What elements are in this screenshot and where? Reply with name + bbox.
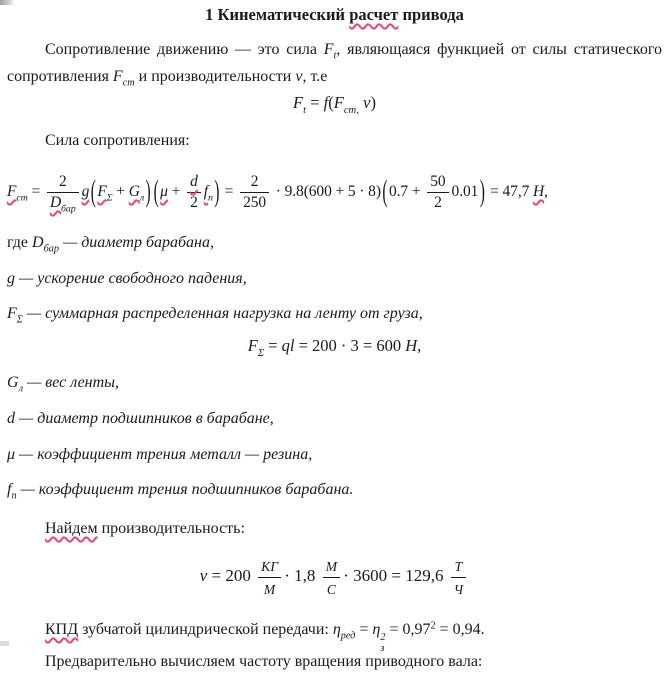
- text-run: ст: [16, 192, 28, 204]
- definition-total-load: [7, 304, 662, 324]
- text-run: Ч: [453, 581, 464, 597]
- fraction-denominator: [427, 193, 448, 212]
- fraction-denominator: [258, 578, 281, 599]
- text-run: Σ: [257, 347, 265, 359]
- formula-productivity: [7, 550, 662, 602]
- text-run: F: [112, 68, 123, 85]
- text-run: G: [128, 183, 140, 200]
- text-run: , являющаяся функцией от силы статического сопротивления: [7, 41, 662, 85]
- text-run: — вес ленты,: [23, 374, 119, 391]
- fraction-numerator: [47, 173, 79, 193]
- fraction-numerator: [187, 173, 201, 193]
- text-run: ): [145, 175, 151, 210]
- text-run: 1 Кинематический: [205, 5, 350, 24]
- definition-belt-weight: [7, 373, 662, 393]
- text-run: D: [49, 193, 62, 211]
- text-run: Сопротивление движению — это сила: [45, 41, 324, 58]
- text-run: F: [7, 305, 17, 322]
- text-run: +: [167, 183, 185, 200]
- text-run: η: [372, 621, 381, 638]
- text-run: 2: [434, 193, 442, 211]
- text-run: — суммарная распределенная нагрузка на ленту от груза,: [22, 305, 423, 322]
- definition-friction-bearings: [7, 480, 662, 500]
- text-run: Предварительно вычисляем частоту вращения приводного вала:: [45, 653, 483, 670]
- text-run: · 1,8: [284, 566, 320, 585]
- line-preliminary-speed: [7, 652, 662, 672]
- text-run: = 0,94.: [435, 621, 485, 638]
- definition-gravity: [7, 269, 662, 289]
- text-run: g: [7, 270, 15, 287]
- fraction-numerator: [240, 173, 269, 193]
- text-run: М: [325, 559, 338, 575]
- text-run: Σ: [106, 192, 113, 204]
- text-run: f: [7, 481, 12, 498]
- text-run: зубчатой цилиндрической передачи:: [78, 621, 333, 638]
- text-run: Сила сопротивления:: [45, 132, 190, 149]
- text-run: D: [32, 234, 44, 251]
- fraction-denominator: [240, 193, 269, 212]
- text-run: расчет: [349, 5, 399, 24]
- fraction: [240, 173, 269, 212]
- text-run: · 3600 = 129,6: [343, 566, 448, 585]
- fraction: [187, 173, 201, 212]
- text-run: п: [11, 490, 17, 502]
- text-run: — диаметр подшипников в барабане,: [15, 410, 274, 427]
- text-run: бар: [43, 243, 59, 255]
- fraction-numerator: [427, 173, 448, 193]
- text-run: ред: [340, 630, 356, 642]
- text-run: G: [7, 374, 19, 391]
- text-run: =: [355, 621, 373, 638]
- text-run: где: [7, 234, 33, 251]
- text-run: Н: [533, 183, 545, 200]
- text-run: v: [295, 68, 303, 85]
- definition-bearing-diameter: [7, 409, 662, 429]
- text-run: М: [263, 581, 276, 597]
- text-run: ,: [544, 183, 548, 200]
- text-run: = 0,97: [385, 621, 431, 638]
- text-run: ql: [281, 336, 295, 355]
- text-run: 0.01: [451, 183, 479, 200]
- text-run: F: [97, 183, 107, 200]
- text-run: F: [333, 93, 344, 112]
- text-run: v: [199, 566, 208, 585]
- text-run: 0.7 +: [388, 183, 425, 200]
- text-run: 50: [430, 173, 446, 191]
- text-run: F: [293, 93, 304, 112]
- text-run: f: [203, 183, 208, 200]
- text-run: КПД: [45, 621, 79, 638]
- text-run: =: [306, 93, 324, 112]
- text-run: η: [332, 621, 341, 638]
- text-run: бар: [61, 203, 76, 215]
- text-run: = 47,7: [486, 183, 534, 200]
- fraction: [323, 556, 341, 598]
- text-run: — диаметр барабана,: [58, 234, 214, 251]
- text-run: Т: [454, 559, 463, 575]
- text-run: и производительности: [134, 68, 296, 85]
- superscript: 2: [380, 632, 386, 644]
- text-run: ): [479, 175, 485, 210]
- text-run: = 200 · 3 = 600: [294, 336, 406, 355]
- text-run: (: [382, 175, 388, 210]
- text-run: f: [323, 93, 329, 112]
- subscript: з: [380, 643, 385, 655]
- text-run: , т.е: [302, 68, 328, 85]
- fraction: [451, 556, 467, 598]
- formula-fst-main: [7, 159, 662, 225]
- fraction: [258, 556, 281, 598]
- text-run: л: [139, 192, 145, 204]
- text-run: ,: [417, 336, 422, 355]
- text-run: t: [303, 104, 307, 116]
- formula-fsum: [7, 336, 662, 359]
- text-run: v: [363, 93, 371, 112]
- fraction-denominator: [451, 578, 467, 599]
- text-run: F: [247, 336, 258, 355]
- text-run: = 200: [207, 566, 256, 585]
- definition-drum-diameter: [7, 233, 662, 253]
- definition-friction-metal-rubber: [7, 445, 662, 465]
- text-run: 2: [250, 173, 259, 191]
- text-run: Найдем: [45, 520, 98, 537]
- fraction: [47, 173, 79, 215]
- text-run: 2: [58, 173, 67, 191]
- text-run: — коэффициент трения металл — резина,: [15, 446, 313, 463]
- formula-ft: [7, 93, 662, 116]
- fraction-numerator: [258, 556, 281, 578]
- fraction-numerator: [323, 556, 341, 578]
- text-run: Σ: [16, 314, 23, 326]
- text-run: F: [7, 183, 17, 200]
- fraction-denominator: [187, 193, 201, 212]
- text-run: d: [7, 410, 15, 427]
- heading-kinematic-calculation: [7, 5, 662, 25]
- text-run: Н: [405, 336, 418, 355]
- text-run: · 9.8(600 + 5 · 8): [272, 183, 381, 200]
- text-run: d: [190, 173, 198, 191]
- text-run: ): [370, 93, 376, 112]
- text-run: п: [207, 192, 213, 204]
- text-run: ): [214, 175, 220, 210]
- text-run: 2: [190, 193, 198, 211]
- text-run: КГ: [261, 559, 279, 575]
- text-run: производительность:: [97, 520, 245, 537]
- label-resistance-force: [7, 131, 662, 151]
- text-run: С: [326, 581, 337, 597]
- text-run: 2: [430, 620, 436, 632]
- fraction-numerator: [451, 556, 467, 578]
- text-run: привода: [398, 5, 464, 24]
- label-find-productivity: [7, 519, 662, 539]
- fraction-denominator: [323, 578, 341, 599]
- text-run: л: [18, 383, 24, 395]
- text-run: (: [328, 93, 334, 112]
- text-run: =: [220, 183, 238, 200]
- text-run: ст,: [343, 104, 360, 116]
- text-run: F: [323, 41, 334, 58]
- text-run: =: [264, 336, 282, 355]
- text-run: ст: [122, 77, 135, 89]
- text-run: 250: [243, 193, 267, 211]
- text-run: μ: [160, 183, 168, 200]
- text-run: =: [27, 183, 44, 200]
- text-run: g: [81, 183, 90, 200]
- text-run: — ускорение свободного падения,: [15, 270, 247, 287]
- text-run: — коэффициент трения подшипников барабана.: [16, 481, 354, 498]
- intro-paragraph: [7, 36, 662, 90]
- fraction: [427, 173, 448, 212]
- text-run: +: [112, 183, 129, 200]
- text-run: (: [90, 175, 96, 210]
- text-run: μ: [7, 446, 16, 463]
- text-run: t: [333, 50, 337, 62]
- line-gear-efficiency: [7, 618, 662, 655]
- text-run: (: [153, 175, 159, 210]
- fraction-denominator: [47, 193, 79, 215]
